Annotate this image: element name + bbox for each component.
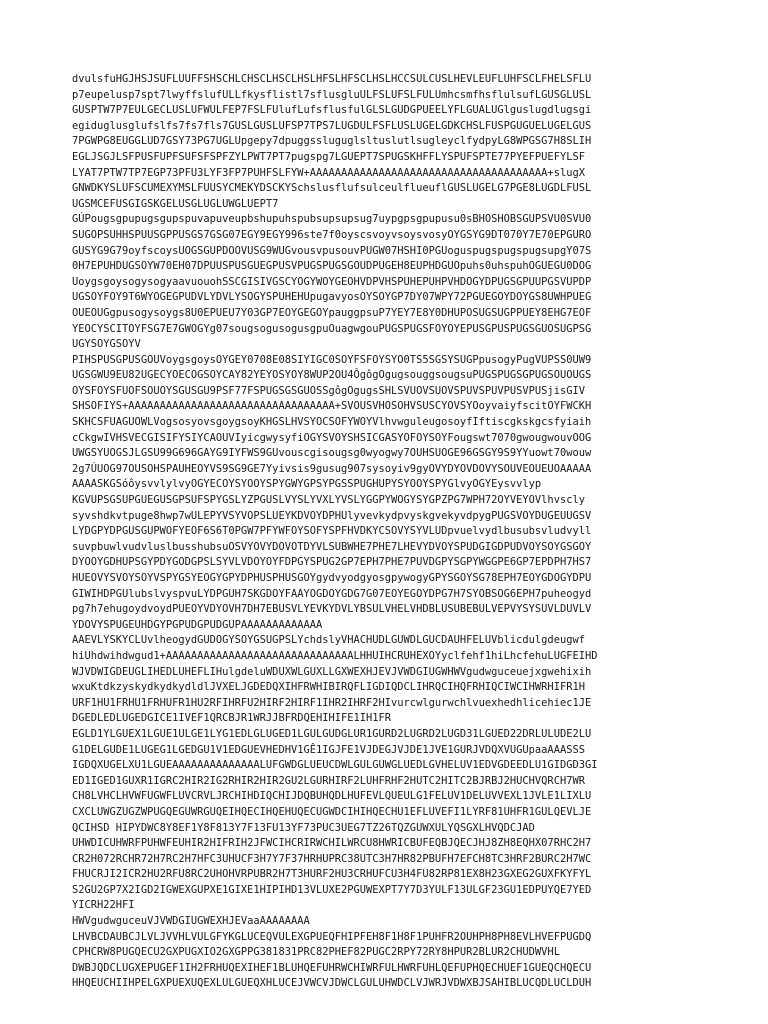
paragraph xyxy=(72,836,702,914)
text-line: WJVDWIGDEUGLIHEDLUHEFLIHulgdeluWDUXWLGUXLLGXWEXHJEVJVWDGIUGWHWVgudwguceuejxgwehixih xyxy=(72,665,592,678)
text-line: YEOCYSCITOYFSG7E7GWOGYg07sougsogusogusgpuOuagwgouPUGSPUGSFOYOYEPUSGPUSPUGSGUOSUGPSG xyxy=(72,322,592,335)
text-line: UWGSYUOGSJLGSU99G696GAYG9IYFWS9GUvouscgisougsg0wyogwy7OUHSUOGE96GSGY9S9YYuowt70wouw xyxy=(72,447,592,460)
text-line: suvpbuwlvudvluslbusshubsuOSVYOVYDOVOTDYVLSUBWHE7PHE7LHEVYDVOYSPUDGIGDPUDVOYSOYGSGOY xyxy=(72,540,592,553)
text-line: egiduglusglufslfs7fs7fls7GUSLGUSLUFSP7TPS7LUGDULFSFLUSLUGELGDKCHSLFUSPGUGUELUGELGUS xyxy=(72,119,592,132)
text-line: DYOOYGDHUPSGYPDYGODGPSLSYVLVDOYOYFDPGYSPUG2GP7EPH7PHE7PUVDGPYSGPYWGGPE6GP7EPDPH7HS7 xyxy=(72,556,592,569)
text-line: URF1HU1FRHU1FRHUFR1HU2RFIHRFU2HIRF2HIRF1IHR2IHRF2HIvurcwlgurwchlvuexhedhlicehiec1JE xyxy=(72,696,592,709)
text-line: 0H7EPUHDUGSOYW70EH07DPUUSPUSGUEGPUSVPUGSPUGSGOUDPUGEH8EUPHDGUOpuhs0uhspuhOGUEGU0DOG xyxy=(72,260,592,273)
text-line: syvshdkvtpuge8hwp7wULEPYVSYVOPSLUEYKDVOYDPHUlyvevkydpvyskgvekyvdpygPUGSVOYDUGEUUGSV xyxy=(72,509,592,522)
text-line: UHWDICUHWRFPUHWFEUHIR2HIFRIH2JFWCIHCRIRWCHILWRCU8HWRICBUFEQBJQECJHJ8ZH8EQHX07RHC2H7 xyxy=(72,837,592,850)
text-line: EGLD1YLGUEX1LGUE1ULGE1LYG1EDLGLUGED1LGULGUDGLUR1GURD2LUGRD2LUGD31LGUED22DRLULUDE2LU xyxy=(72,727,592,740)
text-line: DWBJQDCLUGXEPUGEF1IH2FRHUQEXIHEF1BLUHQEFUHRWCHIWRFULHWRFUHLQEFUPHQECHUEF1GUEQCHQECU xyxy=(72,961,592,974)
paragraph xyxy=(72,353,702,493)
text-line: CXCLUWGZUGZWPUGQEGUWRGUQEIHQECIHQEHUQECUGWDCIHIHQECHU1EFLUVEFI1LYRF81UHFR1GULQEVLJE xyxy=(72,805,592,818)
text-line: pg7h7ehugoydvoydPUEOYVDYOVH7DH7EBUSVLYEVKYDVLYBSULVHELVHDBLUSUBEBULVEPVYSYSUVLDUVLV xyxy=(72,603,592,616)
text-line: CPHCRW8PUGQECU2GXPUGXIO2GXGPPG381831PRC82PHEF82PUGC2RPY72RY8HPUR2BLUR2CHUDWVHL xyxy=(72,946,560,959)
text-line: PIHSPUSGPUSGOUVoygsgoysOYGEY0708E08SIYIGC0SOYFSFOYSYO0TS5SGSYSUGPpusogyPugVUPSS0UW9 xyxy=(72,353,592,366)
text-line: GÚPougsgpupugsgupspuvapuveupbshupuhspubsupsupsug7uypgpsgpupusu0sBHOSHOBSGUPSVU0SVU0 xyxy=(72,213,592,226)
paragraph xyxy=(72,212,702,352)
text-line: QCIHSD HIPYDWC8Y8EF1Y8F813Y7F13FU13YF73PUC3UEG7TZ26TQZGUWXULYQSGXLHVQDCJAD xyxy=(72,821,535,834)
paragraph xyxy=(72,727,702,836)
paragraph xyxy=(72,930,702,992)
paragraph xyxy=(72,493,702,633)
paragraph xyxy=(72,72,702,212)
text-line: ED1IGED1GUXR1IGRC2HIR2IG2RHIR2HIR2GU2LGURHIRF2LUHFRHF2HUTC2HITC2BJRBJ2HUCHVQRCH7WR xyxy=(72,774,585,787)
text-line: GIWIHDPGUlubslvyspvuLYDPGUH7SKGDOYFAAYOGDOYGDG7G07EOYEGOYDPG7H7SYOBSOG6EPH7puheogyd xyxy=(72,587,592,600)
text-line: UGYSOYGSOYV xyxy=(72,338,141,351)
text-line: UGSMCEFUSGIGSKGELUSGLUGLUWGLUEPT7 xyxy=(72,197,279,210)
text-line: LYAT7PTW7TP7EGP73PFU3LYF3FP7PUHFSLFYW+AAAAAAAAAAAAAAAAAAAAAAAAAAAAAAAAAAAAAA+slugX xyxy=(72,166,585,179)
text-line: IGDQXUGELXU1LGUEAAAAAAAAAAAAAALUFGWDGLUEUCDWLGULGUWGLUEDLGVHELUV1EDVGDEEDLU1GIDGD3GI xyxy=(72,759,598,772)
text-line: EGLJSGJLSFPUSFUPFSUFSFSPFZYLPWT7PT7pugspg7LGUEPT7SPUGSKHFFLYSPUFSPTE77PYEFPUEFYLSF xyxy=(72,150,585,163)
text-line: hiUhdwihdwgud1+AAAAAAAAAAAAAAAAAAAAAAAAAAAAAALHHUIHCRUHEXOYyclfehf1hiLhcfehuLUGFEIHD xyxy=(72,649,598,662)
text-line: G1DELGUDE1LUGEG1LGEDGU1V1EDGUEVHEDHV1GÊ1IGJFE1VJDEGJVJDE1JVE1GURJVDQXVUGUpaaAAASSS xyxy=(72,743,585,756)
text-line: LYDGPYDPGUSGUPWOFYEOF6S6T0PGW7PFYWFOYSOFYSPFHVDKYCSOVYSYVLUDpvuelvydlbusubsvludvyll xyxy=(72,525,592,538)
text-line: SUGOPSUHHSPUUSGPPUSGS7GSG07EGY9EGY996ste7f0oyscsvoyvsoysvosyOYGSYG9DT070Y7E70EPGURO xyxy=(72,228,592,241)
text-line: FHUCRJI2ICR2HU2RFU8RC2UHOHVRPUBR2H7T3HURF2HU3CRHUFCU3H4FU82RP81EX8H23GXEG2GUXFKYFYL xyxy=(72,868,592,881)
text-line: CR2H072RCHR72H7RC2H7HFC3UHUCF3H7Y7F37HRHUPRC38UTC3H7HR82PBUFH7EFCH8TC3HRF2BURC2H7WC xyxy=(72,852,592,865)
text-line: YDOVYSPUGEUHDGYPGPUDGPUDGUPAAAAAAAAAAAAA xyxy=(72,618,323,631)
text-line: DGEDLEDLUGEDGICE1IVEF1QRCBJR1WRJJBFRDQEHIHIFE1IH1FR xyxy=(72,712,392,725)
text-line: LHVBCDAUBCJLVLJVVHLVULGFYKGLUCEQVULEXGPUEQFHIPFEH8F1H8F1PUHFR2OUHPH8PH8EVLHVEFPUGDQ xyxy=(72,930,592,943)
text-line: KGVUPSGSUPGUEGUSGPSUFSPYGSLYZPGUSLVYSLYVXLYVSLYGGPYWOGYSYGPZPG7WPH72OYVEYOVlhvscly xyxy=(72,494,585,507)
text-line: p7eupelusp7spt7lwyffslufULLfkysflistl7sflusgluULFSLUFSLFULUmhcsmfhsflulsufLGUSGLUSL xyxy=(72,88,592,101)
text-line: S2GU2GP7X2IGD2IGWEXGUPXE1GIXE1HIPIHD13VLUXE2PGUWEXPT7Y7D3YULF13ULGF23GU1EDPUYQE7YED xyxy=(72,883,592,896)
text-line: UGSGWU9EU82UGECYOECOGSOYCAY82YEYOSYOY8WUP2OU4ÔgôgOgugsouggsougsuPUGSPUGSGPUGSOUOUGS xyxy=(72,369,592,382)
text-line: OYSFOYSFUOFSOUOYSGUSGU9PSF77FSPUGSGSGUOSSgôgOgugsSHLSVUOVSUOVSPUVSPUVPUSVPUSjisGIV xyxy=(72,384,585,397)
document-body xyxy=(72,72,702,992)
text-line: YICRH22HFI xyxy=(72,899,135,912)
text-line: SHSOFIYS+AAAAAAAAAAAAAAAAAAAAAAAAAAAAAAAAA+SVOUSVHOSOHVSUSCYOVSYOoyvaiyfscitOYFWCKH xyxy=(72,400,592,413)
paragraph xyxy=(72,633,702,727)
text-line: 7PGWPG8EUGGLUD7GSY73PG7UGLUpgepy7dpuggssluguglsltuslutlsugleyclfydpyLG8WPGSG7H8SLIH xyxy=(72,135,592,148)
text-line: AAAASKGSóôysvvlylvyOGYECOYSYOOYSPYGWYGPSYPGSSPUGHUPYSYOOYSPYGlvyOGYEysvvlyp xyxy=(72,478,542,491)
text-line: GUSYG9G79oyfscoysUOGSGUPDOOVUSG9WUGvousvpusouvPUGW07HSHI0PGUoguspugspugspugsupgY07S xyxy=(72,244,592,257)
text-line: 2g7ÚUOG97OUSOHSPAUHEOYVS9SG9GE7Yyivsis9gusug907sysoyiv9gyOVYDYOVDOVYSOUVEOUEUOAAAAA xyxy=(72,462,592,475)
text-line: HUEOVYSVOYSOYVSPYGSYEOGYGPYDPHUSPHUSGOYgydvyodgyosgpywogyGPYSGOYSG78EPH7EOYGDOGYDPU xyxy=(72,572,592,584)
text-line: UoygsgoysogysogyaavuouohSSCGISIVGSCYOGYWOYGEOHVDPVHSPUHEPUHPVHDOGYDPUGSGPUUPGSVUPDP xyxy=(72,275,592,288)
text-line: OUEOUGgpusogysoygs8U0EPUEU7Y03GP7EOYGEGOYpauggpsuP7YEY7E8Y0DHUPOSUGSUGPPUEY8EHG7EOF xyxy=(72,306,592,319)
text-line: UGSOYFOY9T6WYOGEGPUDVLYDVLYSOGYSPUHEHUpugavyosOYSOYGP7DY07WPY72PGUEGOYDOYGS8UWHPUEG xyxy=(72,291,592,304)
text-line: cCkgwIVHSVECGISIFYSIYCAOUVIyicgwysyfiOGYSVOYSHSICGASYOFOYSOYFougswt7070gwougwouvOOG xyxy=(72,431,592,444)
text-line: wxuKtdkzyskydkydkydldlJVXELJGDEDQXIHFRWHIBIRQFLIGDIQDCLIHRQCIHQFRHIQCIWCIHWRHIFR1H xyxy=(72,681,585,694)
text-line: CH8LVHCLHVWFUGWFLUVCRVLJRCHIHDIQCHIJDQBUHQDLHUFEVLQUEULG1FELUV1DELUVVEXL1JVLE1LIXLU xyxy=(72,790,592,803)
text-line: HHQEUCHIIHPELGXPUEXUQEXLULGUEQXHLUCEJVWCVJDWCLGULUHWDCLVJWRJVDWXBJSAHIBLUCQDLUCLDUH xyxy=(72,977,592,990)
text-line: HWVgudwguceuVJVWDGIUGWEXHJEVaaAAAAAAAA xyxy=(72,915,310,928)
text-line: dvulsfuHGJHSJSUFLUUFFSHSCHLCHSCLHSCLHSLHFSLHFSCLHSLHCCSULCUSLHEVLEUFLUHFSCLFHELSFLU xyxy=(72,73,592,85)
text-line: AAEVLYSKYCLUvlheogydGUDOGYSOYGSUGPSLYchdslyVHACHUDLGUWDLGUCDAUHFELUVblicdulgdeugwf xyxy=(72,634,585,647)
paragraph xyxy=(72,914,702,930)
text-line: GNWDKYSLUFSCUMEXYMSLFUUSYCMEKYDSCKYSchslusflufsulceulflueuflGUSLUGELG7PGE8LUGDLFUSL xyxy=(72,182,592,195)
text-line: SKHCSFUAGUOWLVogsosyovsgoygsoyKHGSLHVSYOCSOFYWOYVlhvwguleugosoyfIftiscgkskgcsfyiaih xyxy=(72,416,592,429)
text-line: GUSPTW7P7EULGECLUSLUFWULFEP7FSLFUlufLufsflusfulGLSLGUDGPUEELYFLGUALUGlguslugdlugsgi xyxy=(72,104,592,117)
